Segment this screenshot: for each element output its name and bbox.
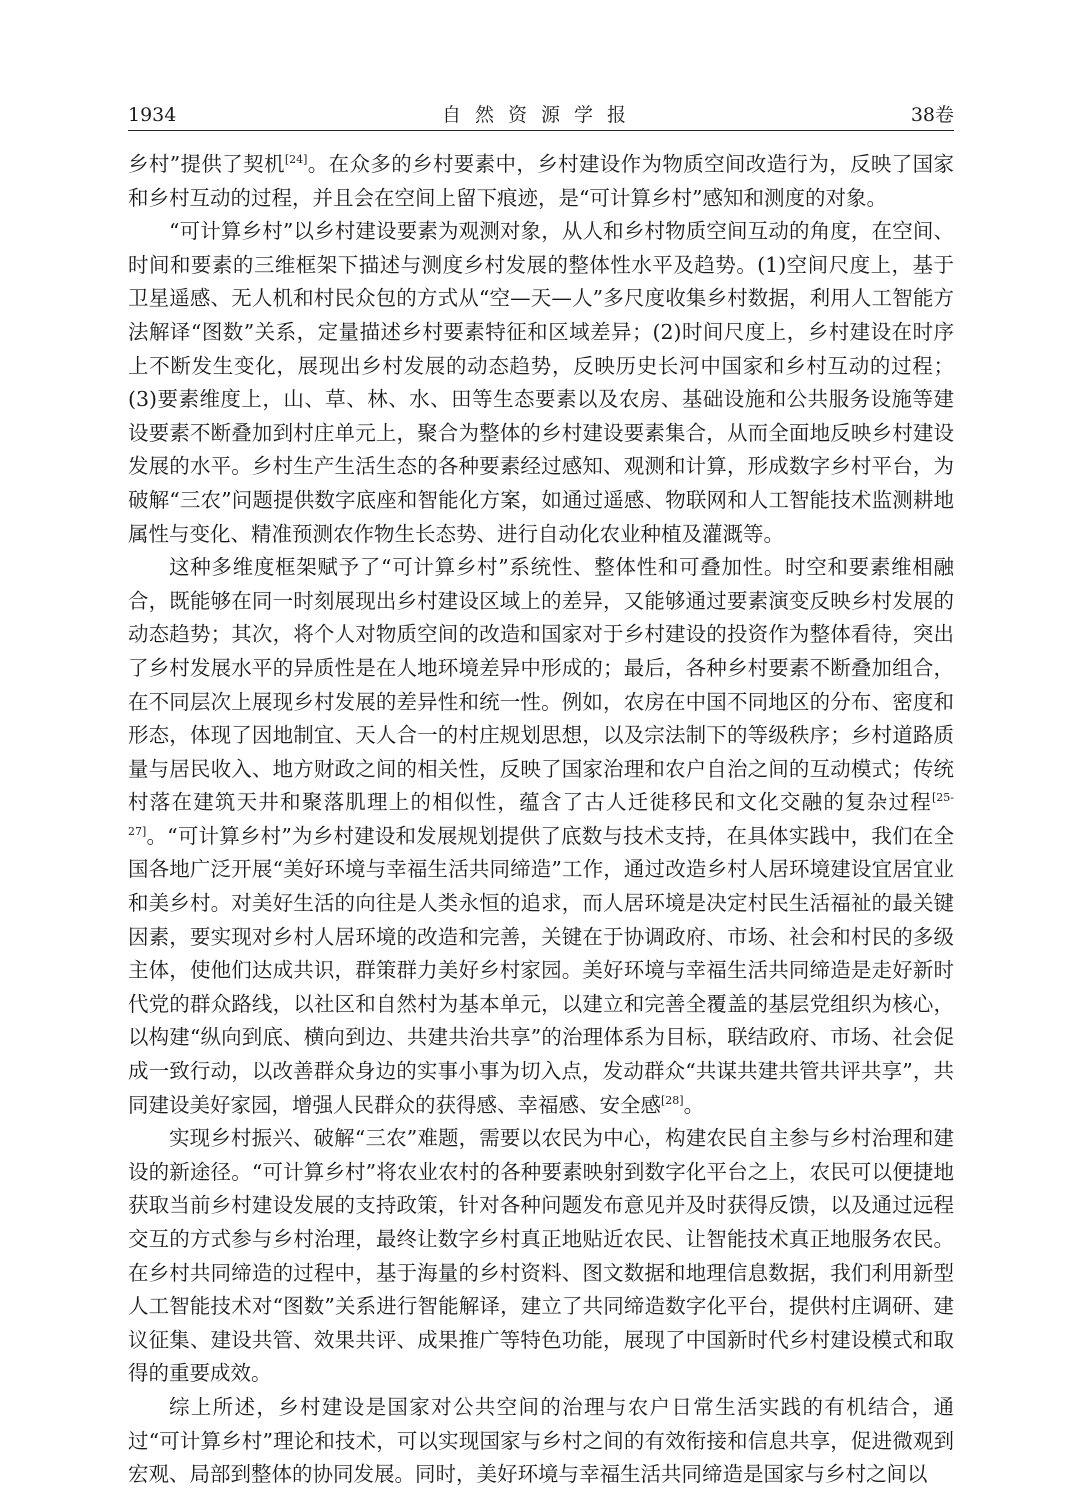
citation-ref: [25-27] bbox=[128, 791, 954, 838]
body-paragraph bbox=[128, 551, 954, 1122]
body-paragraph bbox=[128, 215, 954, 551]
paragraph-text: 。“可计算乡村”为乡村建设和发展规划提供了底数与技术支持，在具体实践中，我们在全国各地广泛开展“美好环境与幸福生活共同缔造”工作，通过改造乡村人居环境建设宜居宜业和美乡村。对美好生活的向往是人类永恒的追求，而人居环境是决定村民生活福祉的最关键因素，要实现对乡村人居环境的改造和完善，关键在于协调政府、市场、社会和村民的多级主体，使他们达成共识，群策群力美好乡村家园。美好环境与幸福生活共同缔造是走好新时代党的群众路线，以社区和自然村为基本单元，以建立和完善全覆盖的基层党组织为核心，以构建“纵向到底、横向到边、共建共治共享”的治理体系为目标，联结政府、市场、社会促成一致行动，以改善群众身边的实事小事为切入点，发动群众“共谋共建共管共评共享”，共同建设美好家园，增强人民群众的获得感、幸福感、安全感 bbox=[128, 823, 954, 1117]
body-paragraph bbox=[128, 1391, 954, 1492]
article-body bbox=[128, 148, 954, 1492]
paragraph-text: 。 bbox=[683, 1092, 705, 1117]
paragraph-text: 这种多维度框架赋予了“可计算乡村”系统性、整体性和可叠加性。时空和要素维相融合，既能够在同一时刻展现出乡村建设区域上的差异，又能够通过要素演变反映乡村发展的动态趋势；其次，将个人对物质空间的改造和国家对于乡村建设的投资作为整体看待，突出了乡村发展水平的异质性是在人地环境差异中形成的；最后，各种乡村要素不断叠加组合，在不同层次上展现乡村发展的差异性和统一性。例如，农房在中国不同地区的分布、密度和形态，体现了因地制宜、天人合一的村庄规划思想，以及宗法制下的等级秩序；乡村道路质量与居民收入、地方财政之间的相关性，反映了国家治理和农户自治之间的互动模式；传统村落在建筑天井和聚落肌理上的相似性，蕴含了古人迁徙移民和文化交融的复杂过程 bbox=[128, 555, 954, 815]
body-paragraph bbox=[128, 148, 954, 215]
journal-title: 自然资源学报 bbox=[441, 104, 640, 126]
paragraph-text: 乡村”提供了契机 bbox=[128, 152, 285, 176]
page-number: 1934 bbox=[128, 104, 177, 126]
volume-label: 38卷 bbox=[910, 104, 954, 126]
citation-ref: [28] bbox=[661, 1093, 684, 1107]
paragraph-text: 实现乡村振兴、破解“三农”难题，需要以农民为中心，构建农民自主参与乡村治理和建设的新途径。“可计算乡村”将农业农村的各种要素映射到数字化平台之上，农民可以便捷地获取当前乡村建设发展的支持政策，针对各种问题发布意见并及时获得反馈，以及通过远程交互的方式参与乡村治理，最终让数字乡村真正地贴近农民、让智能技术真正地服务农民。在乡村共同缔造的过程中，基于海量的乡村资料、图文数据和地理信息数据，我们利用新型人工智能技术对“图数”关系进行智能解译，建立了共同缔造数字化平台，提供村庄调研、建议征集、建设共管、效果共评、成果推广等特色功能，展现了中国新时代乡村建设模式和取得的重要成效。 bbox=[128, 1126, 954, 1386]
citation-ref: [24] bbox=[284, 153, 308, 166]
paragraph-text: 。在众多的乡村要素中，乡村建设作为物质空间改造行为，反映了国家和乡村互动的过程，并且会在空间上留下痕迹，是“可计算乡村”感知和测度的对象。 bbox=[128, 152, 955, 210]
body-paragraph bbox=[128, 1122, 954, 1391]
paragraph-text: 综上所述，乡村建设是国家对公共空间的治理与农户日常生活实践的有机结合，通过“可计算乡村”理论和技术，可以实现国家与乡村之间的有效衔接和信息共享，促进微观到宏观、局部到整体的协同发展。同时，美好环境与幸福生活共同缔造是国家与乡村之间以 bbox=[128, 1394, 954, 1487]
running-header bbox=[128, 100, 954, 131]
paragraph-text: “可计算乡村”以乡村建设要素为观测对象，从人和乡村物质空间互动的角度，在空间、时间和要素的三维框架下描述与测度乡村发展的整体性水平及趋势。(1)空间尺度上，基于卫星遥感、无人机和村民众包的方式从“空—天—人”多尺度收集乡村数据，利用人工智能方法解译“图数”关系，定量描述乡村要素特征和区域差异；(2)时间尺度上，乡村建设在时序上不断发生变化，展现出乡村发展的动态趋势，反映历史长河中国家和乡村互动的过程；(3)要素维度上，山、草、林、水、田等生态要素以及农房、基础设施和公共服务设施等建设要素不断叠加到村庄单元上，聚合为整体的乡村建设要素集合，从而全面地反映乡村建设发展的水平。乡村生产生活生态的各种要素经过感知、观测和计算，形成数字乡村平台，为破解“三农”问题提供数字底座和智能化方案，如通过遥感、物联网和人工智能技术监测耕地属性与变化、精准预测农作物生长态势、进行自动化农业种植及灌溉等。 bbox=[128, 219, 954, 546]
